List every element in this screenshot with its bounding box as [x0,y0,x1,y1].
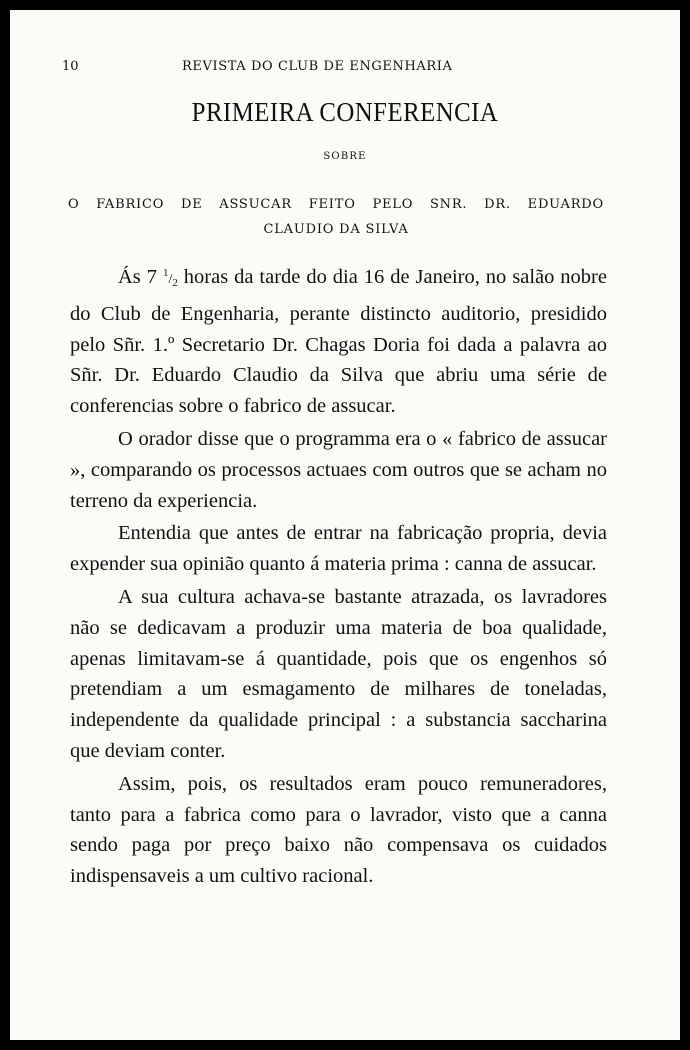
fraction-slash: / [168,272,173,287]
paragraph-1-opening: Ás 7 [118,266,163,288]
running-title: REVISTA DO CLUB DE ENGENHARIA [182,59,453,74]
book-page [10,10,680,1040]
paragraph-4: A sua cultura achava-se bastante atrazada, os lavradores não se dedicavam a produzir uma materia de boa qualidade, apenas limitavam-se á quantidade, pois que os engenhos só pretendiam a um esmagamento de milhares de toneladas, independente da qualidade principal : a substancia saccharina que deviam conter. [70,585,607,762]
page-number: 10 [62,59,79,74]
paragraph-3: Entendia que antes de entrar na fabricação propria, devia expender sua opinião quanto á materia prima : canna de assucar. [70,522,607,576]
paragraph-5: Assim, pois, os resultados eram pouco remuneradores, tanto para a fabrica como para o lavrador, visto que a canna sendo paga por preço baixo não compensava os cuidados indispensaveis a um cultivo racional. [70,772,607,888]
article-subtitle [68,192,604,242]
paragraph-1-text: horas da tarde do dia 16 de Janeiro, no salão nobre do Club de Engenharia, perante distincto auditorio, presidido pelo Sñr. 1.º Secretario Dr. Chagas Doria foi dada a palavra ao Sñr. Dr. Eduardo Claudio da Silva que abriu uma série de conferencias sobre o fabrico de assucar. [70,266,607,418]
fraction-denominator: 2 [172,277,178,289]
subtitle-line-1: O FABRICO DE ASSUCAR FEITO PELO SNR. DR. EDUARDO [68,197,604,212]
subtitle-line-2: CLAUDIO DA SILVA [263,222,409,237]
fraction-numerator: 1 [162,267,169,279]
title-connector: SOBRE [323,151,367,162]
paragraph-1 [70,258,607,422]
fraction-half [162,267,178,289]
paragraph-2: O orador disse que o programma era o « fabrico de assucar », comparando os processos actuaes com outros que se acham no terreno da experiencia. [70,427,607,512]
article-title: PRIMEIRA CONFERENCIA [191,97,499,127]
article-body [70,258,607,892]
